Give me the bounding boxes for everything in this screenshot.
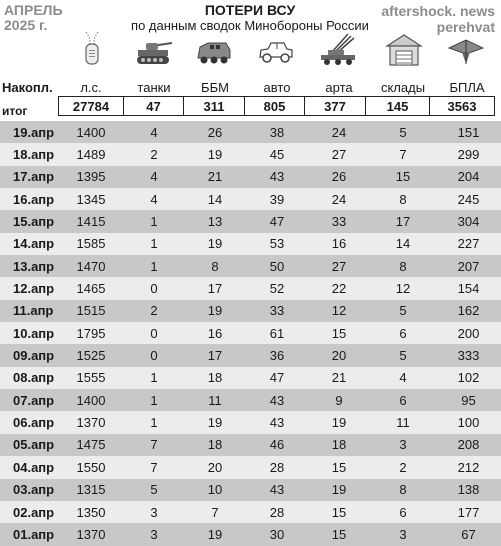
tank-icon (134, 30, 174, 70)
page-subtitle: по данным сводок Минобороны России (131, 18, 369, 33)
row-artillery: 26 (331, 169, 347, 185)
row-date: 11.апр (13, 303, 54, 319)
row-tanks: 4 (150, 124, 158, 140)
row-tanks: 0 (150, 281, 158, 297)
row-personnel: 1525 (76, 348, 106, 364)
row-date: 03.апр (13, 482, 55, 498)
col-header-depots: склады (380, 80, 426, 95)
table-row (0, 121, 501, 143)
row-depots: 8 (399, 191, 407, 207)
row-uav: 102 (457, 370, 480, 386)
row-depots: 17 (395, 214, 411, 230)
row-date: 08.апр (13, 370, 55, 386)
row-artillery: 18 (331, 437, 347, 453)
row-date: 14.апр (13, 236, 55, 252)
row-date: 18.апр (13, 147, 55, 163)
row-tanks: 1 (150, 392, 158, 408)
row-depots: 4 (399, 370, 407, 386)
row-artillery: 33 (331, 214, 347, 230)
row-tanks: 1 (150, 214, 158, 230)
row-artillery: 15 (331, 526, 347, 542)
table-row (0, 344, 501, 366)
row-artillery: 19 (331, 415, 347, 431)
row-depots: 5 (399, 303, 407, 319)
row-artillery: 27 (331, 147, 347, 163)
row-auto: 33 (269, 303, 285, 319)
row-depots: 3 (399, 526, 407, 542)
row-personnel: 1465 (76, 281, 106, 297)
row-auto: 43 (269, 169, 285, 185)
row-tanks: 4 (150, 169, 158, 185)
row-tanks: 1 (150, 415, 158, 431)
row-depots: 12 (395, 281, 411, 297)
row-auto: 43 (269, 415, 285, 431)
row-auto: 36 (269, 348, 285, 364)
row-personnel: 1489 (76, 147, 106, 163)
row-uav: 177 (457, 504, 480, 520)
row-date: 02.апр (13, 504, 55, 520)
row-artillery: 24 (331, 124, 347, 140)
col-header-apc: ББМ (201, 80, 229, 95)
table-row (0, 233, 501, 255)
col-header-auto: авто (263, 80, 291, 95)
row-depots: 8 (399, 258, 407, 274)
table-row (0, 210, 501, 232)
row-date: 12.апр (13, 281, 55, 297)
row-apc: 8 (211, 258, 219, 274)
row-tanks: 7 (150, 437, 158, 453)
table-row (0, 479, 501, 501)
totals-row (58, 96, 494, 116)
table-row (0, 411, 501, 433)
row-auto: 61 (269, 325, 285, 341)
row-artillery: 9 (335, 392, 343, 408)
apc-icon (194, 30, 234, 70)
source-aftershock: aftershock. news (381, 3, 495, 19)
total-auto: 805 (244, 96, 306, 116)
row-personnel: 1315 (76, 482, 106, 498)
row-apc: 14 (207, 191, 223, 207)
row-tanks: 1 (150, 370, 158, 386)
row-depots: 6 (399, 504, 407, 520)
row-uav: 227 (457, 236, 480, 252)
col-header-tanks: танки (137, 80, 171, 95)
row-uav: 200 (457, 325, 480, 341)
row-date: 15.апр (13, 214, 55, 230)
row-auto: 30 (269, 526, 285, 542)
row-auto: 28 (269, 459, 285, 475)
table-row (0, 501, 501, 523)
row-auto: 45 (269, 147, 285, 163)
row-depots: 5 (399, 124, 407, 140)
row-depots: 5 (399, 348, 407, 364)
total-depots: 145 (365, 96, 431, 116)
row-date: 19.апр (13, 124, 55, 140)
total-artillery: 377 (304, 96, 366, 116)
row-uav: 151 (457, 124, 480, 140)
table-row (0, 434, 501, 456)
row-auto: 47 (269, 370, 285, 386)
row-tanks: 7 (150, 459, 158, 475)
row-apc: 19 (207, 526, 223, 542)
row-artillery: 22 (331, 281, 347, 297)
row-date: 10.апр (13, 325, 55, 341)
row-date: 01.апр (13, 526, 55, 542)
row-auto: 52 (269, 281, 285, 297)
row-apc: 17 (207, 348, 223, 364)
row-personnel: 1370 (76, 526, 106, 542)
row-depots: 8 (399, 482, 407, 498)
table-row (0, 322, 501, 344)
daily-losses-table (0, 121, 501, 546)
artillery-icon (318, 30, 358, 70)
row-date: 04.апр (13, 459, 55, 475)
row-depots: 14 (395, 236, 411, 252)
row-apc: 16 (207, 325, 223, 341)
source-perehvat: perehvat (436, 19, 495, 35)
row-auto: 39 (269, 191, 285, 207)
drone-icon (446, 30, 486, 70)
row-artillery: 24 (331, 191, 347, 207)
row-depots: 11 (396, 415, 410, 431)
row-tanks: 2 (150, 147, 158, 163)
row-auto: 43 (269, 482, 285, 498)
row-uav: 304 (457, 214, 480, 230)
row-depots: 15 (395, 169, 411, 185)
table-row (0, 389, 501, 411)
row-artillery: 12 (331, 303, 347, 319)
row-tanks: 5 (150, 482, 158, 498)
row-tanks: 0 (150, 325, 158, 341)
row-date: 06.апр (13, 415, 55, 431)
row-depots: 2 (399, 459, 407, 475)
col-header-uav: БПЛА (449, 80, 485, 95)
row-artillery: 15 (331, 459, 347, 475)
row-depots: 6 (399, 325, 407, 341)
row-personnel: 1350 (76, 504, 106, 520)
row-uav: 154 (457, 281, 480, 297)
row-personnel: 1515 (76, 303, 106, 319)
row-apc: 19 (207, 147, 223, 163)
month: АПРЕЛЬ (4, 2, 63, 18)
row-apc: 11 (208, 392, 222, 408)
row-auto: 28 (269, 504, 285, 520)
row-apc: 26 (207, 124, 223, 140)
row-tanks: 4 (150, 191, 158, 207)
row-tanks: 0 (150, 348, 158, 364)
row-auto: 53 (269, 236, 285, 252)
warehouse-icon (384, 30, 424, 70)
row-date: 13.апр (13, 258, 55, 274)
col-header-artillery: арта (325, 80, 353, 95)
row-apc: 19 (207, 415, 223, 431)
row-tanks: 3 (150, 504, 158, 520)
car-icon (256, 30, 296, 70)
row-personnel: 1795 (76, 325, 106, 341)
row-personnel: 1470 (76, 258, 106, 274)
row-apc: 19 (207, 303, 223, 319)
row-artillery: 21 (331, 370, 347, 386)
row-personnel: 1400 (76, 392, 106, 408)
year: 2025 г. (4, 17, 48, 33)
table-row (0, 143, 501, 165)
header (0, 0, 501, 68)
row-auto: 43 (269, 392, 285, 408)
dogtag-icon (72, 30, 112, 70)
row-uav: 162 (457, 303, 480, 319)
table-row (0, 523, 501, 545)
row-tanks: 3 (150, 526, 158, 542)
row-personnel: 1370 (76, 415, 106, 431)
table-row (0, 456, 501, 478)
table-row (0, 255, 501, 277)
total-apc: 311 (183, 96, 245, 116)
month-label (4, 3, 63, 33)
row-tanks: 1 (150, 258, 158, 274)
totals-label: итог (2, 104, 28, 118)
row-personnel: 1395 (76, 169, 106, 185)
row-personnel: 1475 (76, 437, 106, 453)
row-uav: 245 (457, 191, 480, 207)
col-header-personnel: л.с. (80, 80, 102, 95)
row-auto: 46 (269, 437, 285, 453)
row-date: 16.апр (13, 191, 55, 207)
row-personnel: 1415 (76, 214, 106, 230)
row-apc: 19 (207, 236, 223, 252)
row-uav: 333 (457, 348, 480, 364)
row-personnel: 1400 (76, 124, 106, 140)
row-uav: 299 (457, 147, 480, 163)
table-row (0, 300, 501, 322)
col-header-accumulated: Накопл. (2, 80, 53, 95)
row-apc: 17 (207, 281, 223, 297)
row-personnel: 1345 (76, 191, 106, 207)
row-depots: 3 (399, 437, 407, 453)
table-row (0, 188, 501, 210)
row-date: 07.апр (13, 392, 55, 408)
row-uav: 67 (461, 526, 476, 542)
row-apc: 10 (207, 482, 223, 498)
row-artillery: 19 (331, 482, 347, 498)
row-depots: 7 (399, 147, 407, 163)
table-row (0, 166, 501, 188)
row-auto: 38 (269, 124, 285, 140)
row-personnel: 1585 (76, 236, 106, 252)
row-auto: 47 (269, 214, 285, 230)
row-date: 05.апр (13, 437, 55, 453)
row-apc: 18 (207, 370, 223, 386)
row-apc: 18 (207, 437, 223, 453)
row-apc: 7 (211, 504, 219, 520)
row-personnel: 1550 (76, 459, 106, 475)
row-uav: 212 (457, 459, 480, 475)
total-personnel: 27784 (58, 96, 124, 116)
row-tanks: 1 (150, 236, 158, 252)
total-uav: 3563 (429, 96, 495, 116)
total-tanks: 47 (123, 96, 185, 116)
row-uav: 95 (461, 392, 476, 408)
row-date: 17.апр (13, 169, 55, 185)
row-apc: 13 (207, 214, 223, 230)
row-apc: 20 (207, 459, 223, 475)
row-artillery: 15 (331, 325, 347, 341)
row-uav: 207 (457, 258, 480, 274)
row-auto: 50 (269, 258, 285, 274)
row-uav: 138 (457, 482, 480, 498)
row-artillery: 16 (331, 236, 347, 252)
row-artillery: 20 (331, 348, 347, 364)
row-tanks: 2 (150, 303, 158, 319)
row-date: 09.апр (13, 348, 55, 364)
row-artillery: 15 (331, 504, 347, 520)
table-row (0, 367, 501, 389)
row-apc: 21 (207, 169, 223, 185)
row-personnel: 1555 (76, 370, 106, 386)
page-title: ПОТЕРИ ВСУ (204, 2, 296, 18)
row-depots: 6 (399, 392, 407, 408)
row-artillery: 27 (331, 258, 347, 274)
row-uav: 204 (457, 169, 480, 185)
table-row (0, 277, 501, 299)
row-uav: 208 (457, 437, 480, 453)
row-uav: 100 (457, 415, 480, 431)
